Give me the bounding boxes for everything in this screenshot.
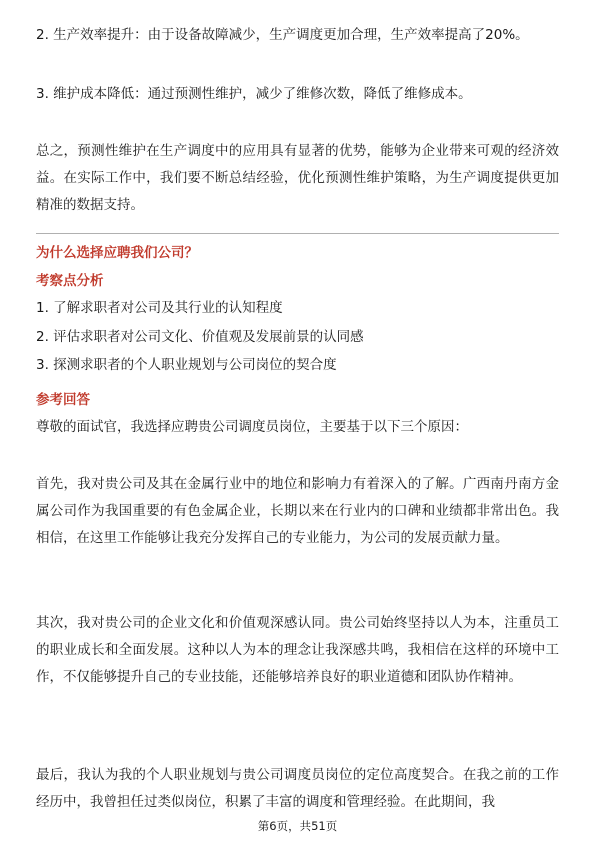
answer-first-reason: 首先，我对贵公司及其在金属行业中的地位和影响力有着深入的了解。广西南丹南方金属公司作为我国重要的有色金属企业，长期以来在行业内的口碑和业绩都非常出色。我相信，在这里工作能够让我充分发挥自己的专业能力，为公司的发展贡献力量。: [36, 476, 559, 546]
analysis-heading: 考察点分析: [36, 273, 104, 289]
efficiency-point: 2. 生产效率提升：由于设备故障减少，生产调度更加合理，生产效率提高了20%。: [36, 27, 529, 43]
document-page: [36, 0, 559, 842]
cost-point: 3. 维护成本降低：通过预测性维护，减少了维修次数，降低了维修成本。: [36, 86, 472, 102]
answer-heading: 参考回答: [36, 392, 90, 408]
question-title: 为什么选择应聘我们公司？: [36, 245, 198, 261]
section-divider: [36, 233, 559, 234]
analysis-item: 3. 探测求职者的个人职业规划与公司岗位的契合度: [36, 357, 337, 373]
answer-intro: 尊敬的面试官，我选择应聘贵公司调度员岗位，主要基于以下三个原因：: [36, 419, 468, 435]
page-number: 第6页，共51页: [257, 819, 338, 833]
conclusion-paragraph: 总之，预测性维护在生产调度中的应用具有显著的优势，能够为企业带来可观的经济效益。在实际工作中，我们要不断总结经验，优化预测性维护策略，为生产调度提供更加精准的数据支持。: [36, 143, 559, 213]
analysis-item: 2. 评估求职者对公司文化、价值观及发展前景的认同感: [36, 329, 364, 345]
answer-second-reason: 其次，我对贵公司的企业文化和价值观深感认同。贵公司始终坚持以人为本，注重员工的职业成长和全面发展。这种以人为本的理念让我深感共鸣，我相信在这样的环境中工作，不仅能够提升自己的专业技能，还能够培养良好的职业道德和团队协作精神。: [36, 615, 559, 685]
analysis-item: 1. 了解求职者对公司及其行业的认知程度: [36, 300, 283, 316]
answer-third-reason: 最后，我认为我的个人职业规划与贵公司调度员岗位的定位高度契合。在我之前的工作经历中，我曾担任过类似岗位，积累了丰富的调度和管理经验。在此期间，我: [36, 767, 559, 810]
